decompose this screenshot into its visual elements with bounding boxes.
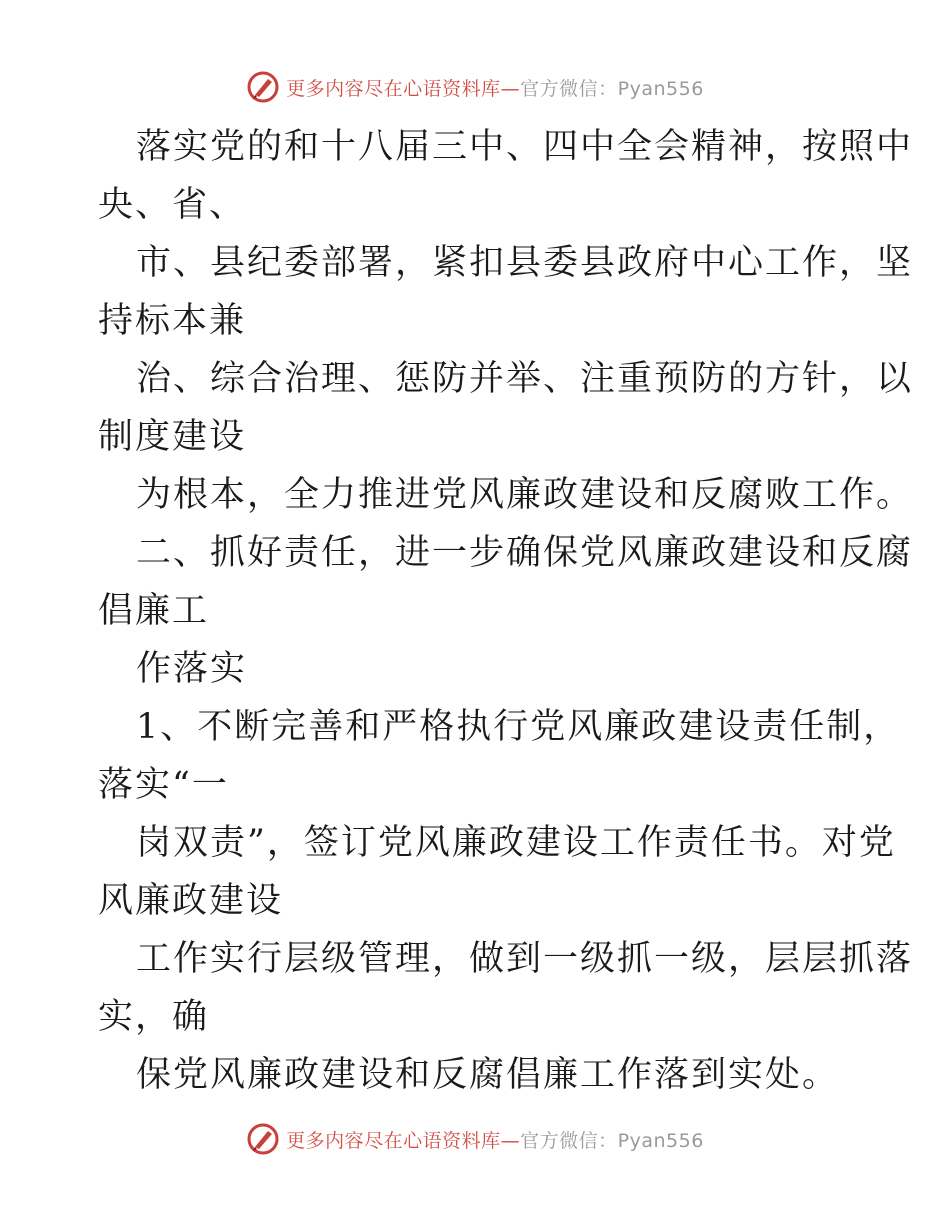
- text-line: 为根本，全力推进党风廉政建设和反腐败工作。: [136, 475, 914, 515]
- text-line: 保党风廉政建设和反腐倡廉工作落到实处。: [136, 1055, 840, 1095]
- banner-text: 更多内容尽在心语资料库: [286, 77, 501, 100]
- text-line: 实，确: [98, 997, 210, 1037]
- text-line: 落实党的和十八届三中、四中全会精神，按照中: [136, 127, 914, 167]
- pen-logo-icon: [246, 1122, 280, 1156]
- banner-wechat: 官方微信：Pyan556: [520, 77, 704, 100]
- text-line: 倡廉工: [98, 591, 210, 631]
- text-line: 工作实行层级管理，做到一级抓一级，层层抓落: [136, 939, 914, 979]
- text-line: 作落实: [136, 649, 248, 689]
- document-body: [98, 118, 914, 1104]
- banner-dash: —: [500, 77, 521, 100]
- banner-dash: —: [500, 1129, 521, 1152]
- text-line: 持标本兼: [98, 301, 247, 341]
- text-line: 市、县纪委部署，紧扣县委县政府中心工作，坚: [136, 243, 914, 283]
- text-line: 落实“一: [98, 765, 229, 805]
- text-line: 二、抓好责任，进一步确保党风廉政建设和反腐: [136, 533, 914, 573]
- banner-text: 更多内容尽在心语资料库: [286, 1129, 501, 1152]
- footer-banner: [0, 1122, 950, 1156]
- text-line: 治、综合治理、惩防并举、注重预防的方针，以: [136, 359, 914, 399]
- text-line: 风廉政建设: [98, 881, 284, 921]
- header-banner: [0, 70, 950, 104]
- banner-wechat: 官方微信：Pyan556: [520, 1129, 704, 1152]
- pen-logo-icon: [246, 70, 280, 104]
- text-line: 岗双责”，签订党风廉政建设工作责任书。对党: [136, 823, 896, 863]
- text-line: 1、不断完善和严格执行党风廉政建设责任制，: [136, 707, 901, 747]
- text-line: 制度建设: [98, 417, 247, 457]
- text-line: 央、省、: [98, 185, 247, 225]
